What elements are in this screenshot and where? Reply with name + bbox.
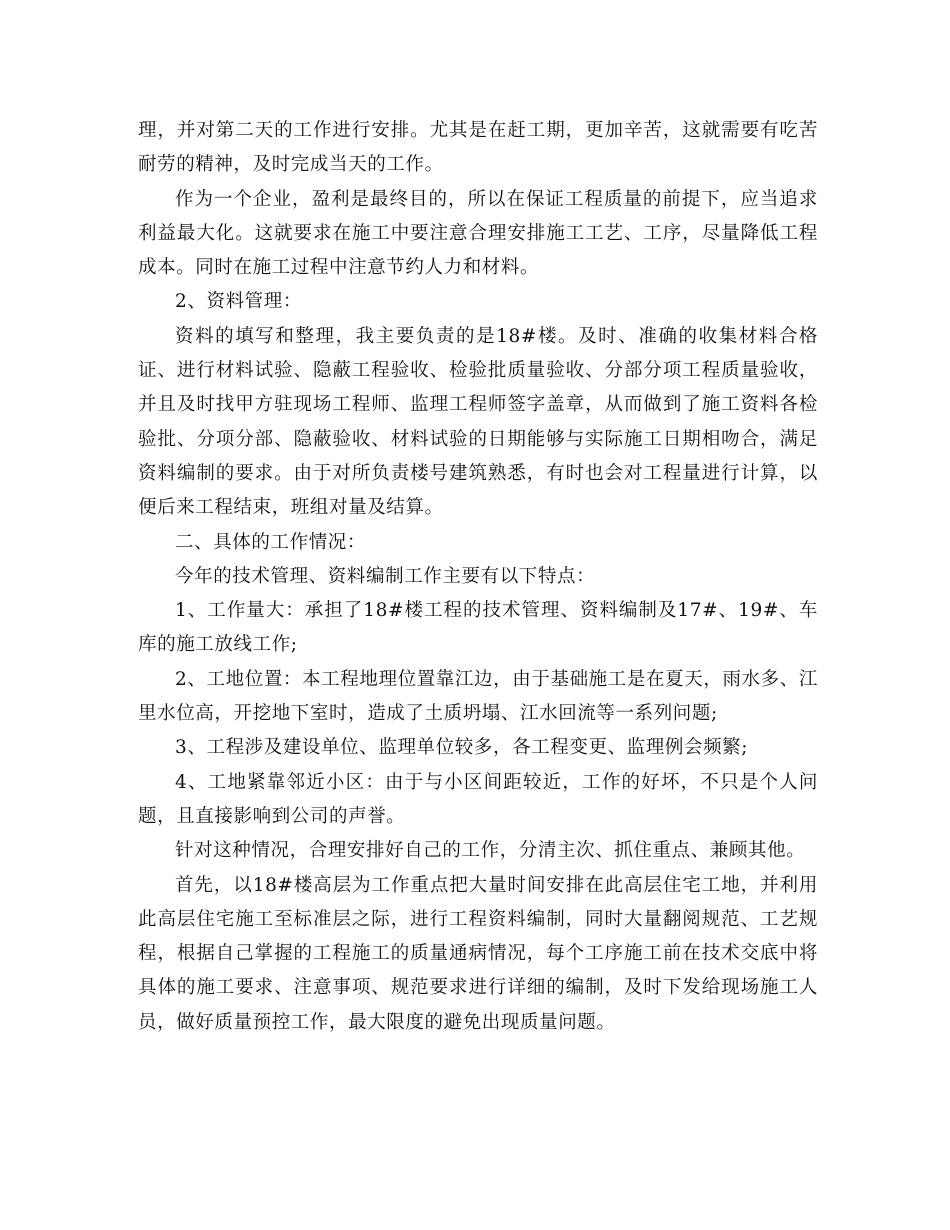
paragraph-arrangement: 针对这种情况，合理安排好自己的工作，分清主次、抓住重点、兼顾其他。: [175, 840, 806, 862]
paragraph-first: 首先，以18#楼高层为工作重点把大量时间安排在此高层住宅工地，并利用此高层住宅施工至标准层之际，进行工程资料编制，同时大量翻阅规范、工艺规程，根据自己掌握的工程施工的质量通病情况，每个工序施工前在技术交底中将具体的施工要求、注意事项、规范要求进行详细的编制，及时下发给现场施工人员，做好质量预控工作，最大限度的避免出现质量问题。: [138, 874, 818, 1033]
paragraph-profit: 作为一个企业，盈利是最终目的，所以在保证工程质量的前提下，应当追求利益最大化。这就要求在施工中要注意合理安排施工工艺、工序，尽量降低工程成本。同时在施工过程中注意节约人力和材料。: [138, 188, 818, 279]
list-item-neighborhood: 4、工地紧靠邻近小区：由于与小区间距较近，工作的好坏，不只是个人问题，且直接影响到公司的声誉。: [138, 771, 818, 827]
section-heading-data-management: 2、资料管理：: [175, 291, 302, 313]
paragraph-data-management: 资料的填写和整理，我主要负责的是18#楼。及时、准确的收集材料合格证、进行材料试验、隐蔽工程验收、检验批质量验收、分部分项工程质量验收，并且及时找甲方驻现场工程师、监理工程师签字盖章，从而做到了施工资料各检验批、分项分部、隐蔽验收、材料试验的日期能够与实际施工日期相吻合，满足资料编制的要求。由于对所负责楼号建筑熟悉，有时也会对工程量进行计算，以便后来工程结束，班组对量及结算。: [138, 325, 818, 519]
list-item-workload: 1、工作量大：承担了18#楼工程的技术管理、资料编制及17#、19#、车库的施工放线工作;: [138, 600, 818, 656]
section-heading-work-situation: 二、具体的工作情况：: [175, 531, 367, 553]
list-item-site-location: 2、工地位置：本工程地理位置靠江边，由于基础施工是在夏天，雨水多、江里水位高，开挖地下室时，造成了土质坍塌、江水回流等一系列问题;: [138, 668, 818, 725]
paragraph-continuation: 理，并对第二天的工作进行安排。尤其是在赶工期，更加辛苦，这就需要有吃苦耐劳的精神，及时完成当天的工作。: [138, 120, 818, 176]
document-body: [138, 114, 818, 1040]
paragraph-features-intro: 今年的技术管理、资料编制工作主要有以下特点：: [175, 565, 596, 587]
list-item-units: 3、工程涉及建设单位、监理单位较多，各工程变更、监理例会频繁;: [175, 737, 749, 759]
